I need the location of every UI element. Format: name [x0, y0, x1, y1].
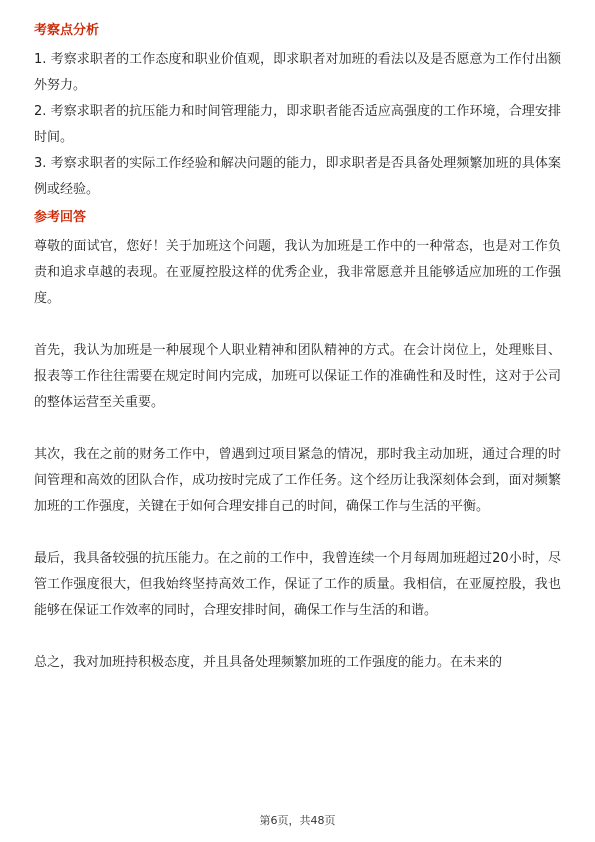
- page-number: 第6页，共48页: [259, 814, 336, 827]
- analysis-item-3: 3. 考察求职者的实际工作经验和解决问题的能力，即求职者是否具备处理频繁加班的具体案例或经验。: [34, 156, 561, 197]
- answer-paragraph-3: 其次，我在之前的财务工作中，曾遇到过项目紧急的情况，那时我主动加班，通过合理的时间管理和高效的团队合作，成功按时完成了工作任务。这个经历让我深刻体会到，面对频繁加班的工作强度，关键在于如何合理安排自己的时间，确保工作与生活的平衡。: [34, 447, 561, 514]
- analysis-item-2: 2. 考察求职者的抗压能力和时间管理能力，即求职者能否适应高强度的工作环境，合理安排时间。: [34, 104, 561, 145]
- answer-paragraph-4: 最后，我具备较强的抗压能力。在之前的工作中，我曾连续一个月每周加班超过20小时，尽管工作强度很大，但我始终坚持高效工作，保证了工作的质量。我相信，在亚厦控股，我也能够在保证工作效率的同时，合理安排时间，确保工作与生活的和谐。: [34, 551, 561, 618]
- page-content: [34, 22, 561, 676]
- answer-paragraph-5: 总之，我对加班持积极态度，并且具备处理频繁加班的工作强度的能力。在未来的: [34, 655, 503, 670]
- answer-heading: 参考回答: [34, 210, 87, 225]
- answer-paragraph-2: 首先，我认为加班是一种展现个人职业精神和团队精神的方式。在会计岗位上，处理账目、报表等工作往往需要在规定时间内完成，加班可以保证工作的准确性和及时性，这对于公司的整体运营至关重要。: [34, 343, 561, 410]
- analysis-heading: 考察点分析: [34, 23, 100, 38]
- answer-paragraph-1: 尊敬的面试官，您好！关于加班这个问题，我认为加班是工作中的一种常态，也是对工作负责和追求卓越的表现。在亚厦控股这样的优秀企业，我非常愿意并且能够适应加班的工作强度。: [34, 239, 561, 306]
- analysis-item-1: 1. 考察求职者的工作态度和职业价值观，即求职者对加班的看法以及是否愿意为工作付出额外努力。: [34, 52, 561, 93]
